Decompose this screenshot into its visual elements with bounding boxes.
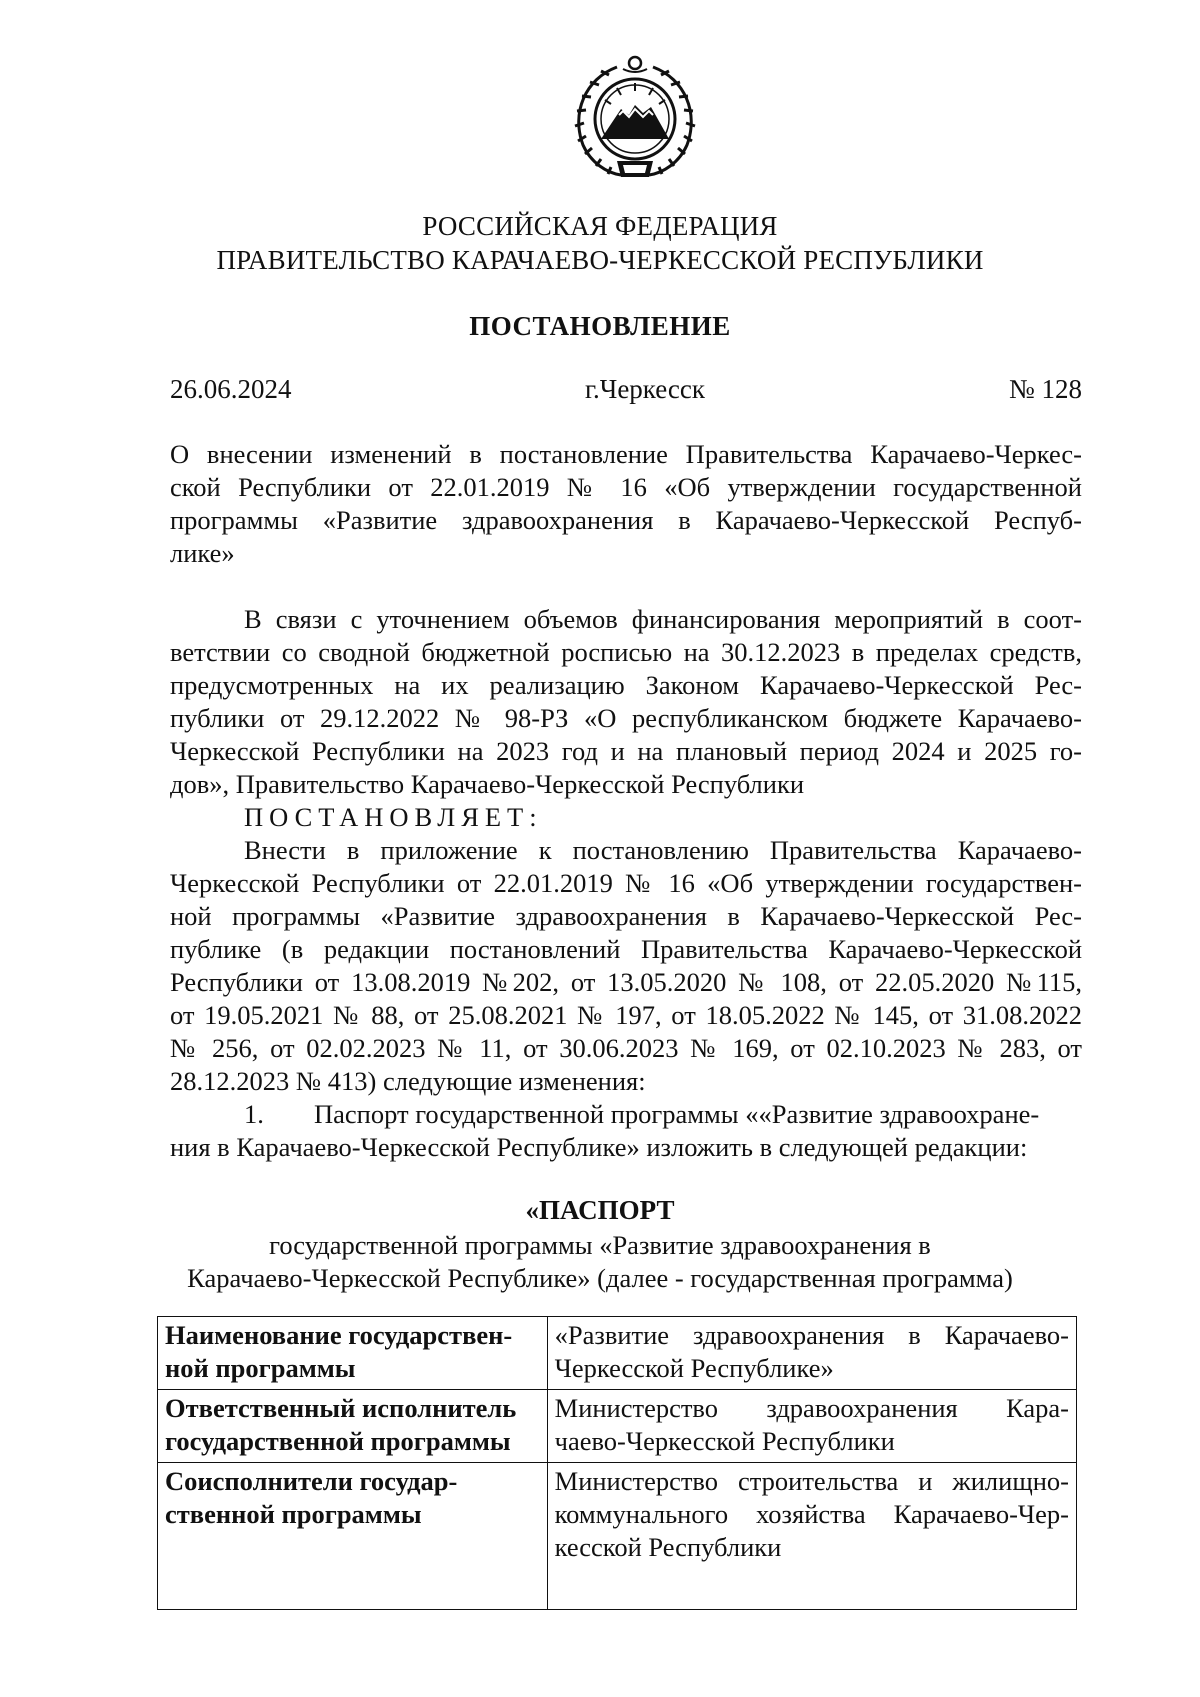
preamble-line: В связи с уточнением объемов финансирования мероприятий в соот- [244, 604, 1082, 634]
subject-line: О внесении изменений в постановление Правительства Карачаево-Черкес- [170, 439, 1082, 469]
table-row [158, 1390, 1077, 1463]
content-line: от 19.05.2021 № 88, от 25.08.2021 № 197, от 18.05.2022 № 145, от 31.08.2022 [170, 1000, 1082, 1030]
content-line: ной программы «Развитие здравоохранения в Карачаево-Черкесской Рес- [170, 901, 1082, 931]
item-1-continuation: ния в Карачаево-Черкесской Республике» изложить в следующей редакции: [170, 1132, 1028, 1162]
subject-line: программы «Развитие здравоохранения в Карачаево-Черкесской Респуб- [170, 505, 1082, 535]
decree-keyword: ПОСТАНОВЛЯЕТ: [244, 802, 543, 832]
value-line: чаево-Черкесской Республики [554, 1426, 895, 1456]
table-row [158, 1317, 1077, 1390]
passport-label-cell [158, 1317, 548, 1390]
item-1-line [244, 1098, 1082, 1131]
subject-line: ской Республики от 22.01.2019 № 16 «Об утверждении государственной [170, 472, 1082, 502]
label-line: Ответственный исполнитель [165, 1393, 517, 1423]
passport-subtitle: Карачаево-Черкесской Республике» (далее - государственная программа) [187, 1263, 1013, 1293]
value-line: коммунального хозяйства Карачаево-Чер- [554, 1499, 1069, 1529]
item-1-number: 1. [244, 1099, 264, 1129]
passport-title: «ПАСПОРТ [525, 1195, 675, 1225]
header-government: ПРАВИТЕЛЬСТВО КАРАЧАЕВО-ЧЕРКЕССКОЙ РЕСПУБЛИКИ [216, 245, 984, 275]
passport-table [157, 1316, 1077, 1610]
passport-subtitle: государственной программы «Развитие здравоохранения в [269, 1230, 931, 1260]
passport-label-cell [158, 1390, 548, 1463]
preamble-line: публики от 29.12.2022 № 98-РЗ «О республиканском бюджете Карачаево- [170, 703, 1082, 733]
value-line: Черкесской Республике» [554, 1353, 834, 1383]
passport-value-cell [547, 1463, 1076, 1610]
value-line: кесской Республики [554, 1532, 782, 1562]
content-line: Черкесской Республики от 22.01.2019 № 16 «Об утверждении государствен- [170, 868, 1082, 898]
label-line: ной программы [165, 1353, 356, 1383]
header-country: РОССИЙСКАЯ ФЕДЕРАЦИЯ [422, 211, 778, 241]
passport-label-cell [158, 1463, 548, 1610]
content-line: 28.12.2023 № 413) следующие изменения: [170, 1066, 646, 1096]
preamble-line: Черкесской Республики на 2023 год и на плановый период 2024 и 2025 го- [170, 736, 1082, 766]
document-city: г.Черкесск [585, 374, 705, 404]
item-1-text: Паспорт государственной программы ««Развитие здравоохране- [314, 1099, 1040, 1129]
label-line: государственной программы [165, 1426, 511, 1456]
passport-value-cell [547, 1317, 1076, 1390]
document-number: № 128 [1008, 374, 1082, 404]
content-line: № 256, от 02.02.2023 № 11, от 30.06.2023 № 169, от 02.10.2023 № 283, от [170, 1033, 1082, 1063]
passport-value-cell [547, 1390, 1076, 1463]
preamble-line: предусмотренных на их реализацию Законом Карачаево-Черкесской Рес- [170, 670, 1082, 700]
value-line: «Развитие здравоохранения в Карачаево- [554, 1320, 1069, 1350]
content-line: Республики от 13.08.2019 №202, от 13.05.2020 № 108, от 22.05.2020 №115, [170, 967, 1082, 997]
document-date: 26.06.2024 [170, 374, 292, 404]
label-line: Наименование государствен- [165, 1320, 513, 1350]
label-line: ственной программы [165, 1499, 422, 1529]
coat-of-arms-emblem [565, 53, 705, 185]
label-line: Соисполнители государ- [165, 1466, 458, 1496]
preamble-line: дов», Правительство Карачаево-Черкесской Республики [170, 769, 805, 799]
document-type-title: ПОСТАНОВЛЕНИЕ [469, 311, 731, 341]
document-subject [170, 438, 1082, 570]
subject-line: лике» [170, 538, 235, 568]
preamble-paragraph [170, 603, 1082, 801]
value-line: Министерство здравоохранения Кара- [554, 1393, 1069, 1423]
document-meta-row [170, 372, 1082, 406]
content-line: Внести в приложение к постановлению Правительства Карачаево- [244, 835, 1082, 865]
table-row [158, 1463, 1077, 1610]
content-line: публике (в редакции постановлений Правительства Карачаево-Черкесской [170, 934, 1082, 964]
decree-content-paragraph [170, 834, 1082, 1098]
value-line: Министерство строительства и жилищно- [554, 1466, 1069, 1496]
preamble-line: ветствии со сводной бюджетной росписью на 30.12.2023 в пределах средств, [170, 637, 1082, 667]
